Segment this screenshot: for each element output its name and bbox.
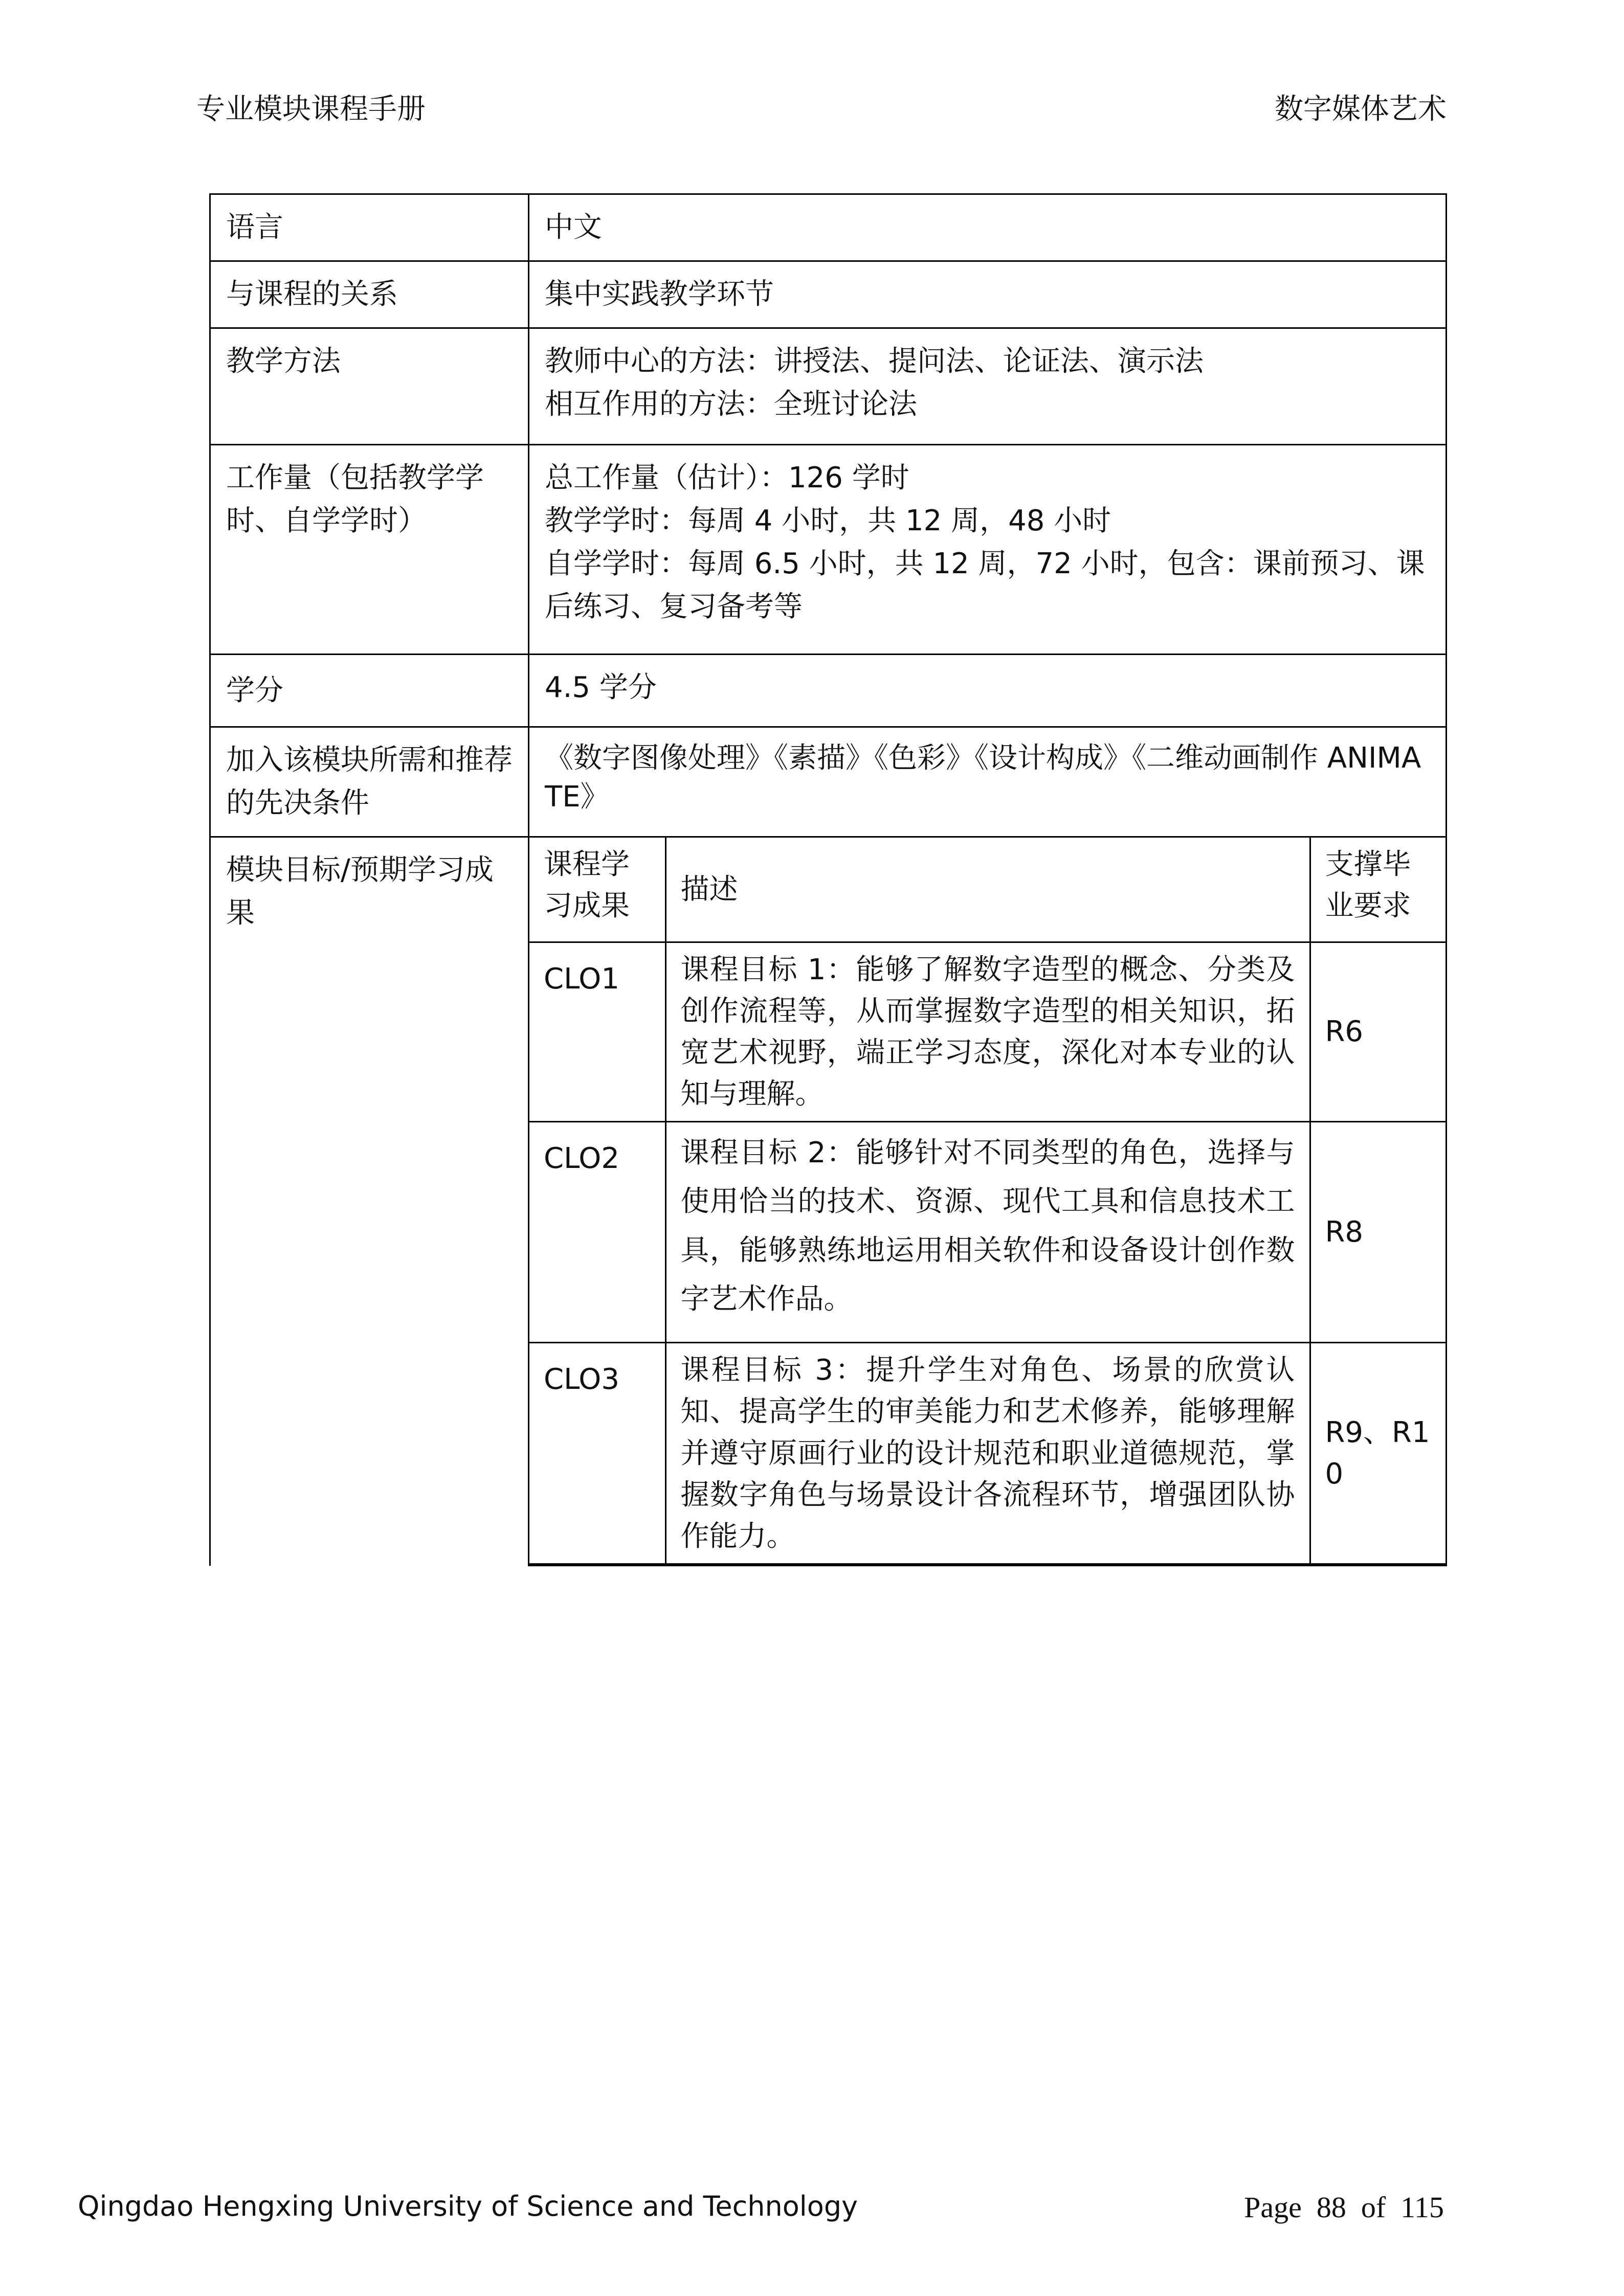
objectives-cell — [529, 837, 1447, 1566]
value-workload — [529, 445, 1447, 655]
header-support: 支撑毕业要求 — [1310, 838, 1445, 942]
label-workload: 工作量（包括教学学时、自学学时） — [210, 445, 529, 655]
value-prerequisites: 《数字图像处理》《素描》《色彩》《设计构成》《二维动画制作 ANIMATE》 — [529, 727, 1447, 837]
course-info-table — [209, 193, 1447, 1566]
row-language — [210, 194, 1447, 261]
methods-line-1: 教师中心的方法：讲授法、提问法、论证法、演示法 — [545, 345, 1204, 378]
header-description: 描述 — [665, 838, 1310, 942]
page-current: 88 — [1316, 2191, 1346, 2224]
row-methods — [210, 328, 1447, 445]
page-label: Page — [1244, 2191, 1302, 2224]
value-methods — [529, 328, 1447, 445]
value-credits: 4.5 学分 — [529, 655, 1447, 727]
methods-line-2: 相互作用的方法：全班讨论法 — [545, 388, 917, 421]
label-objectives: 模块目标/预期学习成果 — [210, 837, 529, 1566]
outcome-code: CLO3 — [529, 1343, 665, 1564]
outcome-description: 课程目标 3：提升学生对角色、场景的欣赏认知、提高学生的审美能力和艺术修养，能够理解并遵守原画行业的设计规范和职业道德规范，掌握数字角色与场景设计各流程环节，增强团队协作能力。 — [665, 1343, 1310, 1564]
footer-university: Qingdao Hengxing University of Science and Technology — [78, 2190, 858, 2222]
label-relation: 与课程的关系 — [210, 261, 529, 328]
row-prerequisites — [210, 727, 1447, 837]
label-methods: 教学方法 — [210, 328, 529, 445]
row-objectives — [210, 837, 1447, 1566]
row-relation — [210, 261, 1447, 328]
outcome-support: R6 — [1310, 942, 1445, 1122]
label-prerequisites: 加入该模块所需和推荐的先决条件 — [210, 727, 529, 837]
row-workload — [210, 445, 1447, 655]
table-row — [529, 1122, 1445, 1343]
workload-line-2: 教学学时：每周 4 小时，共 12 周，48 小时 — [545, 504, 1111, 537]
value-relation: 集中实践教学环节 — [529, 261, 1447, 328]
outcome-support: R8 — [1310, 1122, 1445, 1343]
label-credits: 学分 — [210, 655, 529, 727]
footer-page-number — [1244, 2193, 1444, 2222]
objectives-table — [529, 838, 1445, 1565]
table-row — [529, 942, 1445, 1122]
workload-line-1: 总工作量（估计）：126 学时 — [545, 461, 909, 494]
outcome-description: 课程目标 1：能够了解数字造型的概念、分类及创作流程等，从而掌握数字造型的相关知识，拓宽艺术视野，端正学习态度，深化对本专业的认知与理解。 — [665, 942, 1310, 1122]
page-of: of — [1361, 2191, 1386, 2224]
table-row — [529, 1343, 1445, 1564]
header-right-title: 数字媒体艺术 — [1275, 93, 1447, 126]
outcome-code: CLO2 — [529, 1122, 665, 1343]
workload-line-3: 自学学时：每周 6.5 小时，共 12 周，72 小时，包含：课前预习、课后练习、复习备考等 — [545, 547, 1425, 623]
page-total: 115 — [1400, 2191, 1444, 2224]
header-outcome: 课程学习成果 — [529, 838, 665, 942]
outcome-support: R9、R10 — [1310, 1343, 1445, 1564]
outcome-code: CLO1 — [529, 942, 665, 1122]
value-language: 中文 — [529, 194, 1447, 261]
row-credits — [210, 655, 1447, 727]
label-language: 语言 — [210, 194, 529, 261]
header-left-title: 专业模块课程手册 — [196, 93, 426, 126]
objectives-header-row — [529, 838, 1445, 942]
outcome-description: 课程目标 2：能够针对不同类型的角色，选择与使用恰当的技术、资源、现代工具和信息技术工具，能够熟练地运用相关软件和设备设计创作数字艺术作品。 — [665, 1122, 1310, 1343]
